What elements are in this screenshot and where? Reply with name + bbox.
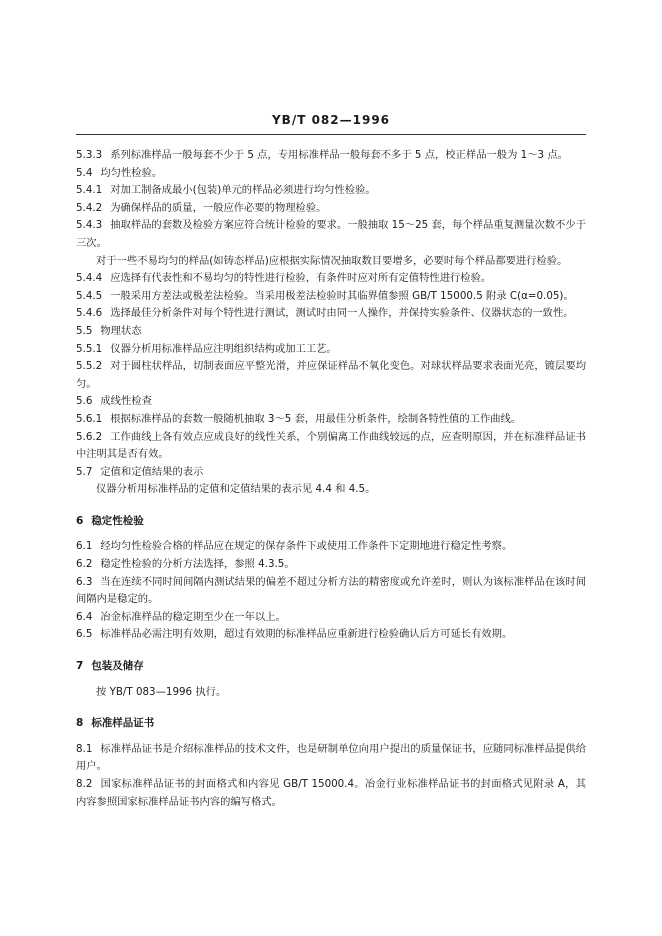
clause xyxy=(76,165,586,183)
clause-number: 5.5 xyxy=(76,324,93,337)
clause-text: 一般采用方差法或极差法检验。当采用极差法检验时其临界值参照 GB/T 15000.5 附录 C(α=0.05)。 xyxy=(110,289,574,302)
clause xyxy=(76,626,586,644)
document-body xyxy=(76,147,586,811)
clause-text: 应选择有代表性和不易均匀的特性进行检验，有条件时应对所有定值特性进行检验。 xyxy=(110,272,492,285)
clause xyxy=(76,393,586,411)
clause xyxy=(76,182,586,200)
clause xyxy=(76,217,586,252)
clause xyxy=(76,341,586,359)
clause-number: 6.4 xyxy=(76,610,93,623)
clause-number: 5.6.2 xyxy=(76,430,103,443)
clause xyxy=(76,358,586,393)
clause-text: 稳定性检验的分析方法选择，参照 4.3.5。 xyxy=(100,558,295,571)
clause xyxy=(76,270,586,288)
clause-number: 8.1 xyxy=(76,742,93,755)
section-title: 稳定性检验 xyxy=(91,514,144,527)
clause-number: 5.4.1 xyxy=(76,184,103,197)
clause-text: 均匀性检验。 xyxy=(100,166,163,179)
section-heading xyxy=(76,658,586,676)
clause-text: 按 YB/T 083—1996 执行。 xyxy=(96,685,227,698)
clause-text: 抽取样品的套数及检验方案应符合统计检验的要求。一般抽取 15～25 套，每个样品重复测量次数不少于三次。 xyxy=(76,219,586,249)
clause xyxy=(76,556,586,574)
clause-number: 6.1 xyxy=(76,540,93,553)
clause-number: 8.2 xyxy=(76,778,93,790)
clause-text: 国家标准样品证书的封面格式和内容见 GB/T 15000.4。冶金行业标准样品证书的封面格式见附录 A，其内容参照国家标准样品证书内容的编写格式。 xyxy=(76,778,586,808)
clause-number: 5.3.3 xyxy=(76,149,103,161)
paragraph xyxy=(76,684,586,702)
clause xyxy=(76,776,586,811)
clause-text: 定值和定值结果的表示 xyxy=(100,465,204,478)
clause xyxy=(76,464,586,482)
clause-text: 根据标准样品的套数一般随机抽取 3～5 套，用最佳分析条件，绘制各特性值的工作曲线。 xyxy=(110,412,522,425)
clause xyxy=(76,429,586,464)
clause-number: 5.5.2 xyxy=(76,360,103,373)
clause xyxy=(76,288,586,306)
header-rule xyxy=(76,134,586,135)
standard-code-header: YB/T 082—1996 xyxy=(271,113,391,127)
clause-text: 经均匀性检验合格的样品应在规定的保存条件下或使用工作条件下定期地进行稳定性考察。 xyxy=(100,540,513,553)
clause-number: 5.4.2 xyxy=(76,201,103,214)
clause-text: 当在连续不同时间间隔内测试结果的偏差不超过分析方法的精密度或允许差时，则认为该标准样品在该时间间隔内是稳定的。 xyxy=(76,575,586,606)
clause-text: 成线性检查 xyxy=(100,395,152,408)
clause-number: 6 xyxy=(76,514,84,527)
clause-number: 5.4.4 xyxy=(76,272,103,285)
clause-text: 标准样品证书是介绍标准样品的技术文件，也是研制单位向用户提出的质量保证书，应随同标准样品提供给用户。 xyxy=(76,742,586,773)
section-title: 标准样品证书 xyxy=(91,717,155,730)
clause-number: 6.5 xyxy=(76,628,93,641)
clause-number: 8 xyxy=(76,717,84,730)
clause-number: 5.4.6 xyxy=(76,307,103,320)
clause xyxy=(76,200,586,218)
clause xyxy=(76,538,586,556)
clause-text: 仪器分析用标准样品的定值和定值结果的表示见 4.4 和 4.5。 xyxy=(96,483,376,496)
clause-number: 6.2 xyxy=(76,558,93,571)
clause-number: 7 xyxy=(76,660,84,673)
clause-text: 工作曲线上各有效点应成良好的线性关系，个别偏离工作曲线较远的点，应查明原因，并在标准样品证书中注明其是否有效。 xyxy=(76,430,586,461)
clause xyxy=(76,411,586,429)
paragraph xyxy=(76,253,586,271)
clause-text: 为确保样品的质量，一般应作必要的物理检验。 xyxy=(110,201,327,214)
clause xyxy=(76,323,586,341)
clause-number: 6.3 xyxy=(76,575,93,588)
clause xyxy=(76,609,586,627)
clause-text: 冶金标准样品的稳定期至少在一年以上。 xyxy=(100,610,286,623)
clause-text: 对加工制备成最小(包装)单元的样品必须进行均匀性检验。 xyxy=(110,184,376,197)
section-heading xyxy=(76,513,586,531)
clause-number: 5.7 xyxy=(76,465,93,478)
section-title: 包装及储存 xyxy=(91,660,144,673)
clause-text: 对于圆柱状样品，切制表面应平整光滑，并应保证样品不氧化变色。对球状样品要求表面光亮，镀层要均匀。 xyxy=(76,360,586,390)
section-heading xyxy=(76,715,586,733)
paragraph xyxy=(76,481,586,499)
clause-text: 系列标准样品一般每套不少于 5 点，专用标准样品一般每套不多于 5 点，校正样品一般为 1～3 点。 xyxy=(110,149,568,161)
clause-number: 5.5.1 xyxy=(76,342,103,355)
clause xyxy=(76,305,586,323)
clause-text: 对于一些不易均匀的样品(如铸态样品)应根据实际情况抽取数目要增多，必要时每个样品都要进行检验。 xyxy=(96,254,568,267)
clause-text: 选择最佳分析条件对每个特性进行测试，测试时由同一人操作，并保持实验条件、仪器状态的一致性。 xyxy=(110,307,574,320)
clause xyxy=(76,574,586,609)
clause-number: 5.4.5 xyxy=(76,289,103,302)
clause-text: 物理状态 xyxy=(100,324,142,337)
clause-number: 5.6 xyxy=(76,395,93,408)
clause-number: 5.4 xyxy=(76,166,93,179)
clause-text: 仪器分析用标准样品应注明组织结构或加工工艺。 xyxy=(110,342,337,355)
clause-text: 标准样品必需注明有效期，超过有效期的标准样品应重新进行检验确认后方可延长有效期。 xyxy=(100,628,513,641)
clause-number: 5.4.3 xyxy=(76,219,103,232)
clause xyxy=(76,741,586,776)
clause xyxy=(76,147,586,165)
clause-number: 5.6.1 xyxy=(76,412,103,425)
